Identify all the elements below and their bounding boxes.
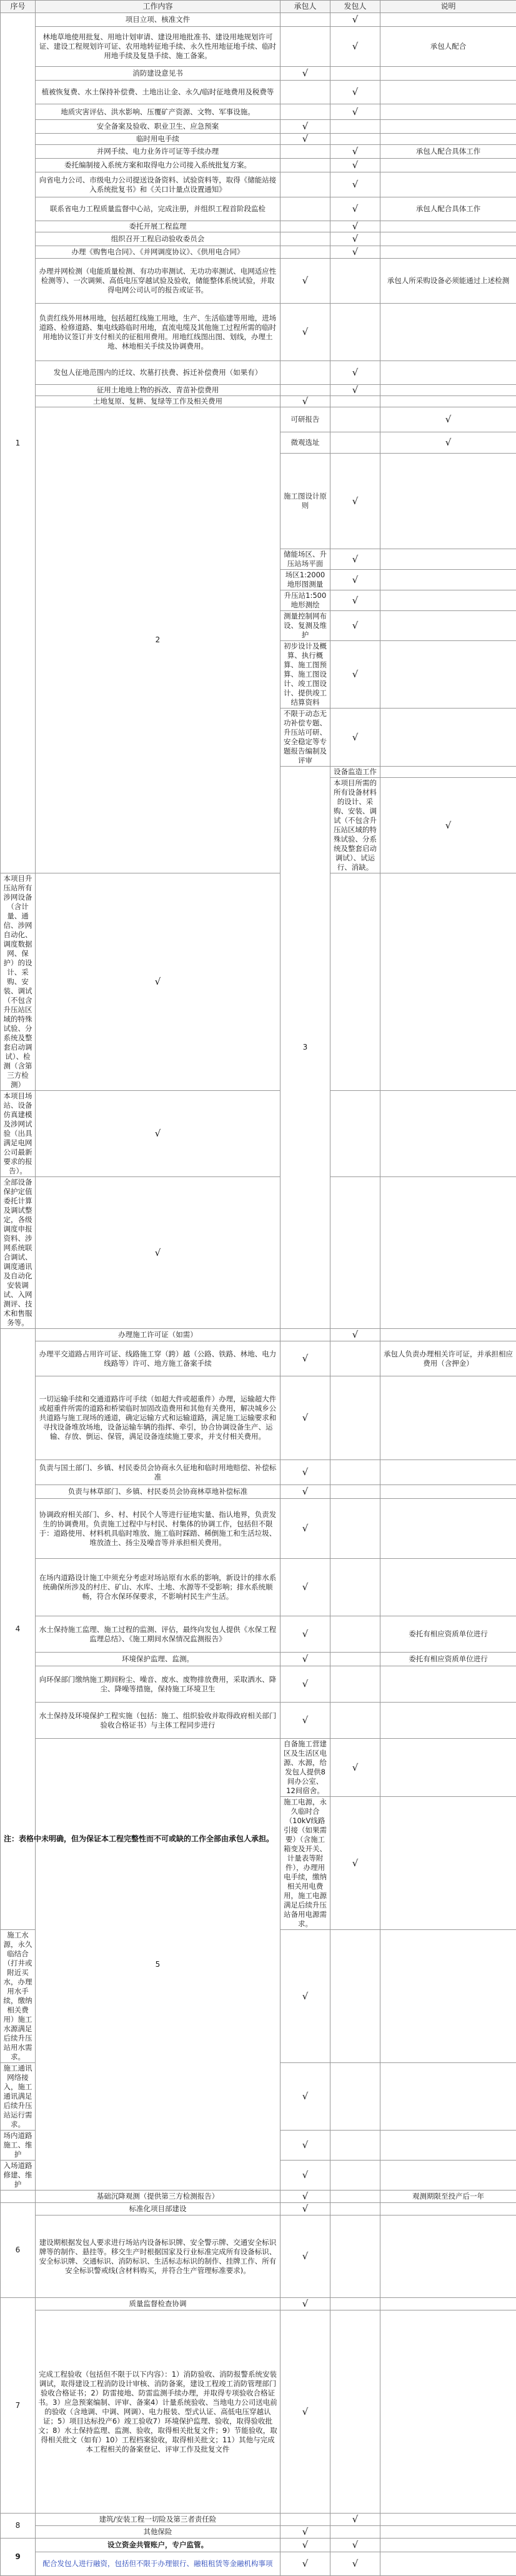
contractor-mark-cell <box>380 767 516 778</box>
contractor-mark-cell <box>280 81 330 104</box>
table-row <box>1 361 516 385</box>
contractor-mark-cell: √ <box>280 1930 330 2063</box>
table-row <box>1 27 516 67</box>
owner-mark-cell: √ <box>330 2539 380 2552</box>
contractor-mark-cell: √ <box>36 873 280 1091</box>
work-content-cell: 植被恢复费、水土保持补偿费、土地出让金、永久/临时征地费用及税费等 <box>36 81 280 104</box>
owner-mark-cell <box>330 396 380 407</box>
table-row <box>1 2539 516 2552</box>
note-cell <box>380 2310 516 2514</box>
owner-mark-cell: √ <box>330 27 380 67</box>
owner-mark-cell <box>330 1091 380 1177</box>
note-cell <box>380 221 516 232</box>
table-row <box>1 145 516 159</box>
note-cell <box>380 396 516 407</box>
note-cell <box>380 1666 516 1703</box>
owner-mark-cell: √ <box>380 407 516 432</box>
owner-mark-cell <box>330 2063 380 2131</box>
row-seq-number: 5 <box>36 1739 280 2191</box>
work-content-cell: 负责与林草部门、乡镇、村民委员会协商林草地补偿标准 <box>36 1485 280 1499</box>
note-cell: 承包人负责办理相关许可证，并承担相应费用（含押金） <box>380 1341 516 1376</box>
contractor-mark-cell: √ <box>280 2215 330 2298</box>
table-row <box>1 1376 516 1460</box>
header-owner: 发包人 <box>330 1 380 13</box>
note-cell <box>380 385 516 396</box>
note-cell: 承包人配合具体工作 <box>380 145 516 159</box>
contractor-mark-cell <box>280 104 330 120</box>
contractor-mark-cell: √ <box>330 641 380 709</box>
owner-mark-cell: √ <box>330 2514 380 2526</box>
contractor-mark-cell <box>280 2514 330 2526</box>
note-cell: 承包人所采购设备必须能通过上述检测 <box>380 259 516 304</box>
owner-mark-cell <box>380 454 516 549</box>
contractor-mark-cell: √ <box>280 134 330 145</box>
work-content-cell: 在场内道路设计施工中须充分考虑对场站原有水系的影响，新设计的排水系统确保所涉及的村庄、矿山、水库、土地、水源等不受影响；排水系统顺畅，符合水保环保要求，不影响村民生产生活。 <box>36 1559 280 1616</box>
note-cell <box>380 172 516 197</box>
owner-mark-cell <box>380 570 516 590</box>
contractor-mark-cell: √ <box>280 2310 330 2514</box>
note-cell <box>380 2539 516 2552</box>
note-cell <box>380 246 516 259</box>
contractor-mark-cell: √ <box>280 1341 330 1376</box>
owner-mark-cell <box>330 134 380 145</box>
work-content-cell: 施工图设计原则 <box>280 454 330 549</box>
work-content-cell: 联系省电力工程质量监督中心站，完成注册，并组织工程首阶段监检 <box>36 197 280 221</box>
table-row <box>1 134 516 145</box>
note-cell <box>380 1329 516 1341</box>
row-seq-number: 8 <box>1 2514 36 2539</box>
table-row <box>1 1703 516 1739</box>
contractor-mark-cell: √ <box>330 549 380 570</box>
work-content-cell: 入场道路修建、维护 <box>1 2161 36 2191</box>
note-cell <box>380 1376 516 1460</box>
owner-mark-cell <box>380 709 516 767</box>
table-row <box>1 104 516 120</box>
row-seq-number: 4 <box>1 1329 36 1930</box>
table-row <box>1 407 516 432</box>
owner-mark-cell: √ <box>330 232 380 246</box>
note-cell <box>380 1703 516 1739</box>
contractor-mark-cell: √ <box>280 1376 330 1460</box>
table-row <box>1 1177 516 1329</box>
owner-mark-cell <box>330 304 380 361</box>
contractor-mark-cell: √ <box>330 570 380 590</box>
owner-mark-cell <box>380 641 516 709</box>
table-row <box>1 1485 516 1499</box>
contractor-mark-cell: √ <box>330 1739 380 1797</box>
note-cell <box>380 1091 516 1177</box>
work-content-cell: 负责红线外用林用地，包括超红线施工用地，生产、生活临建等用地，进场道路、检修道路、集电线路临时用地，直流电缆及其他施工过程所需的临时用地协议签订并支付相关的征租用费用。用地红线图出图、划线，办理土地、林地相关手续及协调费用。 <box>36 304 280 361</box>
table-header-row <box>1 1 516 13</box>
table-body <box>1 13 516 2576</box>
note-cell <box>380 873 516 1091</box>
table-row <box>1 259 516 304</box>
work-content-cell: 办理并网检测（电能质量检测、有功功率测试、无功功率测试、电网适应性检测等）、一次调频、高低电压穿越试验及验收，储能整体系统试验，并取得电网公司认可的报告或证书。 <box>36 259 280 304</box>
contractor-mark-cell: √ <box>280 1653 330 1666</box>
work-content-cell: 本项目场站、设备仿真建模及涉网试验（出具满足电网公司最新要求的报告）。 <box>1 1091 36 1177</box>
note-cell <box>380 2526 516 2539</box>
work-content-cell: 林地草地使用批复、用地计划审请、建设用地批准书、建设用地规划许可证、建设工程规划许可证、农用地转征地手续、永久性用地征地手续、临时用地手续及复垦手续、施工备案。 <box>36 27 280 67</box>
contractor-mark-cell: √ <box>280 1616 330 1653</box>
contractor-mark-cell: √ <box>280 1559 330 1616</box>
work-content-cell: 项目立项、核准文件 <box>36 13 280 27</box>
work-content-cell: 微观选址 <box>280 432 330 454</box>
table-row <box>1 1616 516 1653</box>
owner-mark-cell: √ <box>380 432 516 454</box>
owner-mark-cell <box>330 2215 380 2298</box>
note-cell <box>380 1485 516 1499</box>
note-cell <box>380 2298 516 2310</box>
owner-mark-cell <box>380 549 516 570</box>
owner-mark-cell <box>330 2203 380 2215</box>
table-row <box>1 197 516 221</box>
owner-mark-cell <box>330 2526 380 2539</box>
note-cell: 委托有相应资质单位进行 <box>380 1616 516 1653</box>
work-content-cell: 征用土地地上物的拆改、青苗补偿费用 <box>36 385 280 396</box>
table-row <box>1 1559 516 1616</box>
note-cell <box>380 13 516 27</box>
owner-mark-cell: √ <box>330 246 380 259</box>
owner-mark-cell: √ <box>330 1329 380 1341</box>
note-cell <box>380 361 516 385</box>
contractor-mark-cell: √ <box>280 2063 330 2131</box>
owner-mark-cell <box>330 259 380 304</box>
contractor-mark-cell <box>280 172 330 197</box>
note-cell <box>380 67 516 81</box>
note-cell <box>380 2063 516 2131</box>
note-cell <box>380 1460 516 1485</box>
contractor-mark-cell <box>330 407 380 432</box>
owner-mark-cell <box>330 1499 380 1559</box>
contractor-mark-cell <box>280 145 330 159</box>
owner-mark-cell <box>330 1177 380 1329</box>
work-content-cell: 完成工程验收（包括但不限于以下内容）：1）消防验收、消防报警系统安装调试，取得建设工程消防设计审核、消防备案，建设工程竣工消防管理部门验收合格证书；2）防雷接地、防雷监测手续办理，并取得专项验收合格证书。3）应急预案编制、评审、备案4）计量系统验收、当地电力公司送电前的验收（含地调、中调、网调）、电力报装、型式认证、高低电压穿越认证；5）项目达标投产6）竣工验收7）环境保护监理、验收，取得验收批文；8）水土保持监理、监测、验收，取得相关批复文件；9）节能验收，取得相关批文（如有）10）工程档案验收，取得相关批文；11）其他与完成本工程相关的备案登记、评审工作及批复文件 <box>36 2310 280 2514</box>
work-content-cell: 场内道路施工、维护 <box>1 2131 36 2161</box>
work-content-cell: 负责与国土部门、乡镇、村民委员会协商永久征地和临时用地赔偿、补偿标准 <box>36 1460 280 1485</box>
note-cell <box>380 1177 516 1329</box>
contractor-mark-cell <box>280 159 330 172</box>
table-row <box>1 304 516 361</box>
work-content-cell: 临时用电手续 <box>36 134 280 145</box>
header-contractor: 承包人 <box>280 1 330 13</box>
table-row <box>1 873 516 1091</box>
work-content-cell: 设备监造工作 <box>330 767 380 778</box>
owner-mark-cell <box>330 1559 380 1616</box>
table-row <box>1 1341 516 1376</box>
work-content-cell: 办理施工许可证（如需） <box>36 1329 280 1341</box>
contractor-mark-cell: √ <box>280 2203 330 2215</box>
owner-mark-cell: √ <box>330 361 380 385</box>
note-cell: 观测期限至投产后一年 <box>380 2191 516 2203</box>
contractor-mark-cell: √ <box>280 120 330 134</box>
note-cell <box>380 120 516 134</box>
table-row <box>1 2514 516 2526</box>
owner-mark-cell <box>330 1703 380 1739</box>
note-cell <box>380 81 516 104</box>
work-content-cell: 协调政府相关部门、乡、村、村民个人等进行征地实量、指认地界，负责发生的协调费用。负责施工过程中与村民、村集体的协调工作，包括但不限于：道路使用、材料机具临时堆放、施工临时踩踏、稀倒施工和生活垃圾、堆放渣土、扬尘及噪音等并承担相关费用。 <box>36 1499 280 1559</box>
owner-mark-cell <box>330 873 380 1091</box>
note-cell <box>380 1559 516 1616</box>
table-row <box>1 1091 516 1177</box>
note-cell <box>380 2161 516 2191</box>
work-content-cell: 消防建设意见书 <box>36 67 280 81</box>
owner-mark-cell <box>330 1930 380 2063</box>
table-row <box>1 385 516 396</box>
owner-mark-cell <box>330 2161 380 2191</box>
owner-mark-cell: √ <box>330 385 380 396</box>
owner-mark-cell <box>330 1376 380 1460</box>
table-row <box>1 2552 516 2576</box>
table-row <box>1 67 516 81</box>
note-cell: 委托有相应资质单位进行 <box>380 1653 516 1666</box>
table-row <box>1 159 516 172</box>
owner-mark-cell: √ <box>330 104 380 120</box>
contractor-mark-cell: √ <box>330 590 380 611</box>
row-seq-number: 1 <box>1 13 36 873</box>
table-row <box>1 81 516 104</box>
contractor-mark-cell <box>280 385 330 396</box>
owner-mark-cell <box>330 2310 380 2514</box>
work-content-cell: 本项目升压站所有涉网设备（含计量、通信、涉网自动化、调度数据网、保护）的设计、采购、安装、调试（不包含升压站区域的特殊试验、分系统及整套启动调试）、检测（含第三方检测） <box>1 873 36 1091</box>
contractor-mark-cell: √ <box>280 2298 330 2310</box>
contractor-mark-cell: √ <box>280 2191 330 2203</box>
contractor-mark-cell: √ <box>280 2552 330 2576</box>
contractor-mark-cell: √ <box>280 2539 330 2552</box>
contractor-mark-cell <box>280 1329 330 1341</box>
owner-mark-cell: √ <box>330 145 380 159</box>
table-row <box>1 2310 516 2514</box>
work-content-cell: 施工水源，永久临结合（打井或附近买水，办理用水手续，缴纳相关费用）施工水源满足后续升压站用水需求。 <box>1 1930 36 2063</box>
header-seq: 序号 <box>1 1 36 13</box>
owner-mark-cell: √ <box>330 197 380 221</box>
owner-mark-cell <box>330 2131 380 2161</box>
owner-mark-cell <box>380 1797 516 1930</box>
work-content-cell: 全部设备保护定值委托计算及调试整定，各级调度申报资料、涉网系统联合调试、调度通讯及自动化安装调试、入网测评、技术和售服务等。 <box>1 1177 36 1329</box>
note-cell <box>380 304 516 361</box>
contractor-mark-cell: √ <box>330 454 380 549</box>
note-cell <box>380 2203 516 2215</box>
work-content-cell: 测量控制网布设、复测及维护 <box>280 611 330 641</box>
owner-mark-cell: √ <box>330 13 380 27</box>
row-seq-number <box>1 2191 36 2203</box>
table-row <box>1 1499 516 1559</box>
work-content-cell: 办理平交道路占用许可证、线路施工穿（跨）越（公路、铁路、林地、电力线路等）许可、地方施工备案手续 <box>36 1341 280 1376</box>
work-content-cell: 自备施工营建区及生活区电源、水源，给发包人提供8间办公室、12间宿舍。 <box>280 1739 330 1797</box>
contractor-mark-cell <box>280 27 330 67</box>
contractor-mark-cell: √ <box>330 709 380 767</box>
work-content-cell: 基础沉降观测（提供第三方检测报告） <box>36 2191 280 2203</box>
note-cell <box>380 2131 516 2161</box>
note-cell <box>380 2514 516 2526</box>
contractor-mark-cell <box>280 232 330 246</box>
work-content-cell: 委托开展工程监理 <box>36 221 280 232</box>
work-content-cell: 升压站1:500地形测绘 <box>280 590 330 611</box>
contractor-mark-cell: √ <box>280 2131 330 2161</box>
contractor-mark-cell: √ <box>36 1177 280 1329</box>
table-row <box>1 2298 516 2310</box>
work-content-cell: 地质灾害评估、洪水影响、压覆矿产资源、文物、军事设施。 <box>36 104 280 120</box>
work-content-cell: 质量监督检查协调 <box>36 2298 280 2310</box>
contractor-mark-cell: √ <box>280 396 330 407</box>
owner-mark-cell <box>380 1739 516 1797</box>
work-content-cell: 向环保部门缴纳施工期间粉尘、噪音、废水、废物排放费用，采取洒水、降尘、降噪等措施，保持施工环境卫生 <box>36 1666 280 1703</box>
contractor-mark-cell <box>280 13 330 27</box>
contractor-mark-cell <box>280 361 330 385</box>
table-row <box>1 1666 516 1703</box>
work-content-cell: 一切运输手续和交通道路许可手续（如超大件或超重件）办理，运输超大件或超重件所需的道路和桥梁临时加固改造费用和其他有关费用，解决城乡公共道路与施工现场的通道，确定运输方式和运输道路，满足施工运输要求和寻找设备堆放场地，设备运输车辆的指挥、牵引，协合协调设备生产、运输、存放、倒运、保管，满足设备连续施工要求，并支付相关费用。 <box>36 1376 280 1460</box>
owner-mark-cell: √ <box>330 159 380 172</box>
contractor-mark-cell: √ <box>280 2161 330 2191</box>
owner-mark-cell <box>330 1485 380 1499</box>
work-content-cell: 不限于动态无功补偿专题、升压站可研、安全稳定等专题报告编制及评审 <box>280 709 330 767</box>
work-content-cell: 委托编制接入系统方案和取得电力公司接入系统批复方案。 <box>36 159 280 172</box>
row-seq-number: 3 <box>280 767 330 1329</box>
contractor-mark-cell <box>280 221 330 232</box>
table-row <box>1 1653 516 1666</box>
note-cell <box>380 2552 516 2576</box>
work-content-cell: 安全备案及验收、职业卫生、应急预案 <box>36 120 280 134</box>
table-row <box>1 1460 516 1485</box>
note-cell: 承包人配合具体工作 <box>380 197 516 221</box>
note-cell <box>380 159 516 172</box>
contractor-mark-cell: √ <box>280 304 330 361</box>
owner-mark-cell <box>330 1460 380 1485</box>
contractor-mark-cell: √ <box>280 2526 330 2539</box>
table-row <box>1 13 516 27</box>
footnote: 注：表格中未明确，但为保证本工程完整性而不可或缺的工作全部由承包人承担。 <box>4 1833 514 1844</box>
owner-mark-cell <box>330 67 380 81</box>
owner-mark-cell <box>330 1341 380 1376</box>
note-cell <box>380 134 516 145</box>
note-cell <box>380 1930 516 2063</box>
table-row <box>1 232 516 246</box>
row-seq-number: 7 <box>1 2298 36 2514</box>
note-cell <box>380 2215 516 2298</box>
owner-mark-cell <box>330 1653 380 1666</box>
contractor-mark-cell: √ <box>380 778 516 873</box>
owner-mark-cell <box>330 1616 380 1653</box>
header-content: 工作内容 <box>36 1 280 13</box>
work-content-cell: 建设期根据发包人要求进行场站内设备标识牌、安全警示牌、交通安全标识牌等的制作、悬挂等。移交生产时根据国家及行业标准完成所有设备标识、安全标识牌、交通标识、消防标识、生活标志标识的制作、挂牌工作、所有安全标识警戒线(含材料购买，并符合生产管理标准要求)。 <box>36 2215 280 2298</box>
work-content-cell: 水土保持施工监理、施工过程的监测、评估，最终向发包人提供《水保工程监理总结》、《施工期间水保情况监测报告》 <box>36 1616 280 1653</box>
owner-mark-cell: √ <box>330 172 380 197</box>
contractor-mark-cell: √ <box>280 259 330 304</box>
table-row <box>1 396 516 407</box>
work-content-cell: 其他保险 <box>36 2526 280 2539</box>
contractor-mark-cell <box>280 246 330 259</box>
table-row <box>1 2526 516 2539</box>
owner-mark-cell: √ <box>330 81 380 104</box>
owner-mark-cell: √ <box>330 2552 380 2576</box>
table-row <box>1 2215 516 2298</box>
owner-mark-cell <box>380 590 516 611</box>
work-content-cell: 土地复原、复耕、复绿等工作及相关费用 <box>36 396 280 407</box>
table-row <box>1 172 516 197</box>
work-content-cell: 发包人征地范围内的迁坟、坎墓打扶费、拆迁补偿费用（如果有） <box>36 361 280 385</box>
work-content-cell: 本项目所需的所有设备材料的设计、采购、安装、调试（不包含升压站区域的特殊试验、分系统及整套启动调试）、试运行、消缺。 <box>330 778 380 873</box>
work-content-cell: 场区1:2000地形图测量 <box>280 570 330 590</box>
work-content-cell: 施工通讯网络接入，施工通讯满足后续升压站运行需求。 <box>1 2063 36 2131</box>
table-row <box>1 1739 516 1797</box>
work-content-cell: 建筑/安装工程一切险及第三者责任险 <box>36 2514 280 2526</box>
contractor-mark-cell: √ <box>280 1485 330 1499</box>
work-content-cell: 水土保持及环境保护工程实施（包括：施工、组织验收并取得政府相关部门验收合格证书）与主体工程同步进行 <box>36 1703 280 1739</box>
work-content-cell: 向省电力公司、市级电力公司提送设备资料、试验资料等，取得《储能站接入系统批复书》和《关口计量点设置通知》 <box>36 172 280 197</box>
contractor-mark-cell: √ <box>280 67 330 81</box>
header-note: 说明 <box>380 1 516 13</box>
note-cell <box>380 1499 516 1559</box>
work-content-cell: 配合发包人进行融资，包括但不限于办理银行、融租租赁等金融机构事项 <box>36 2552 280 2576</box>
contractor-mark-cell: √ <box>280 1666 330 1703</box>
work-content-cell: 设立资金共管账户，专户监管。 <box>36 2539 280 2552</box>
work-content-cell: 环境保护监理、监测。 <box>36 1653 280 1666</box>
owner-mark-cell <box>330 2191 380 2203</box>
table-row <box>1 2191 516 2203</box>
contractor-mark-cell: √ <box>36 1091 280 1177</box>
owner-mark-cell: √ <box>330 221 380 232</box>
contractor-mark-cell: √ <box>280 1703 330 1739</box>
row-seq-number: 2 <box>36 407 280 873</box>
owner-mark-cell <box>330 2298 380 2310</box>
contractor-mark-cell: √ <box>280 1499 330 1559</box>
work-content-cell: 可研报告 <box>280 407 330 432</box>
contractor-mark-cell: √ <box>280 1460 330 1485</box>
contractor-mark-cell <box>330 432 380 454</box>
note-cell: 承包人配合 <box>380 27 516 67</box>
work-content-cell: 并网手续、电力业务许可证等手续办理 <box>36 145 280 159</box>
table-row <box>1 1329 516 1341</box>
table-row <box>1 246 516 259</box>
work-content-cell: 储能场区、升压站场平面 <box>280 549 330 570</box>
work-content-cell: 组织召开工程启动验收委员会 <box>36 232 280 246</box>
table-row <box>1 2203 516 2215</box>
owner-mark-cell <box>380 611 516 641</box>
row-seq-number: 9 <box>1 2539 36 2576</box>
contractor-mark-cell <box>280 197 330 221</box>
table-row <box>1 221 516 232</box>
contractor-mark-cell: √ <box>330 611 380 641</box>
table-row <box>1 120 516 134</box>
note-cell <box>380 232 516 246</box>
work-content-cell: 施工电源，永久临时合（10kV线路引接（如果需要）（含施工箱变及开关、计量表等附件），办理用电手续，缴纳相关用电费用，施工电源满足后续升压站备用电源需求。 <box>280 1797 330 1930</box>
note-cell <box>380 104 516 120</box>
work-content-cell: 初步设计及概算、执行概算、施工图预算、施工图设计、竣工图设计、提供竣工结算资料 <box>280 641 330 709</box>
owner-mark-cell <box>330 1666 380 1703</box>
row-seq-number: 6 <box>1 2203 36 2298</box>
work-content-cell: 标准化项目部建设 <box>36 2203 280 2215</box>
contractor-mark-cell: √ <box>330 1797 380 1930</box>
work-content-cell: 办理《购售电合同》、《并网调度协议》、《供用电合同》 <box>36 246 280 259</box>
owner-mark-cell <box>330 120 380 134</box>
